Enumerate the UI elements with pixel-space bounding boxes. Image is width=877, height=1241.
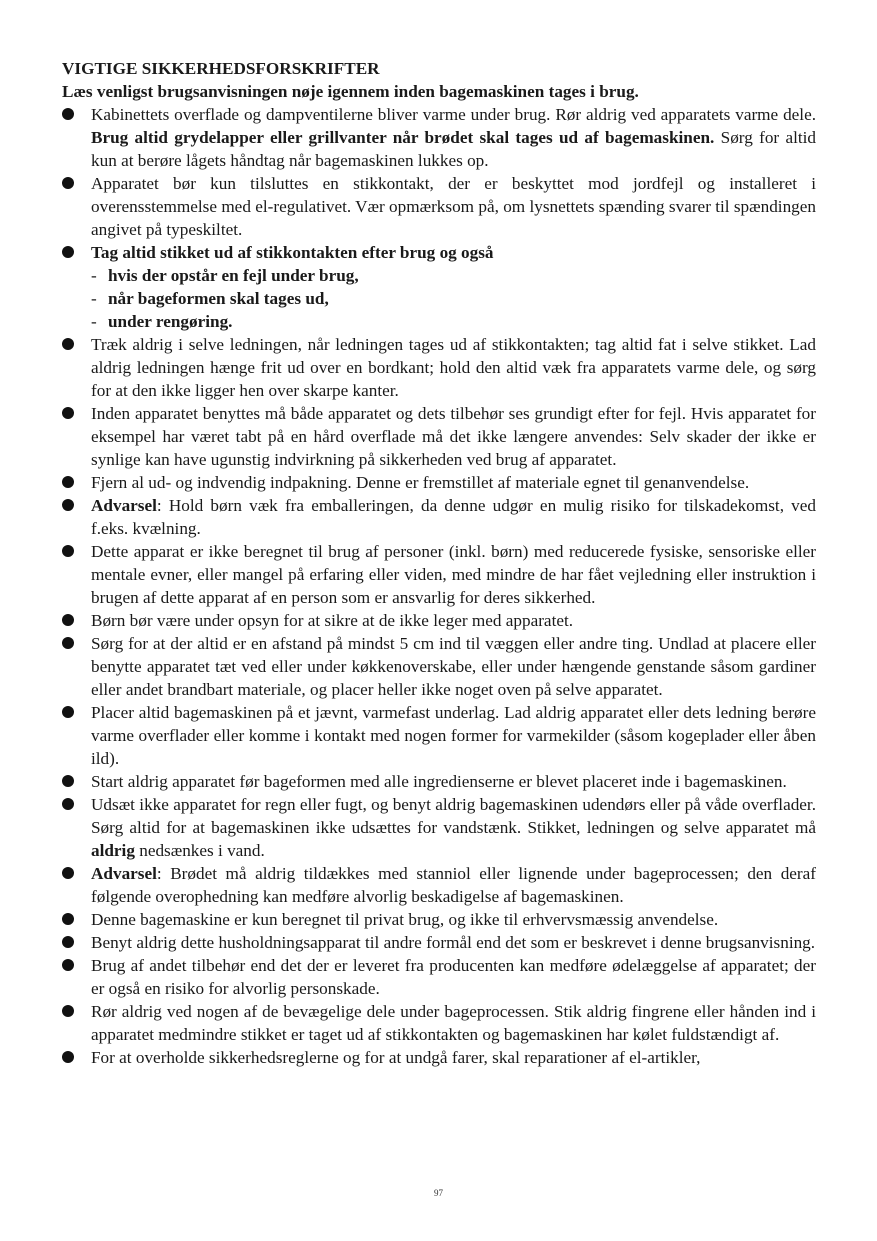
bullet-icon bbox=[62, 545, 74, 557]
list-item bbox=[62, 793, 816, 862]
safety-instruction-list bbox=[62, 103, 816, 1069]
bullet-icon bbox=[62, 499, 74, 511]
sub-item bbox=[91, 310, 816, 333]
item-text: nedsænkes i vand. bbox=[134, 841, 265, 860]
bullet-icon bbox=[62, 706, 74, 718]
list-item bbox=[62, 333, 816, 402]
sub-item-text: hvis der opstår en fejl under brug, bbox=[108, 266, 359, 285]
item-text: Denne bagemaskine er kun beregnet til privat brug, og ikke til erhvervsmæssig anvendelse. bbox=[91, 910, 719, 929]
item-bold-text: Advarsel bbox=[91, 864, 157, 883]
section-title: VIGTIGE SIKKERHEDSFORSKRIFTER bbox=[62, 59, 380, 78]
list-item bbox=[62, 701, 816, 770]
list-item bbox=[62, 241, 816, 333]
list-item bbox=[62, 402, 816, 471]
list-item bbox=[62, 471, 816, 494]
item-text: Fjern al ud- og indvendig indpakning. Denne er fremstillet af materiale egnet til genanvendelse. bbox=[91, 473, 750, 492]
bullet-icon bbox=[62, 177, 74, 189]
intro-text: Læs venligst brugsanvisningen nøje igennem inden bagemaskinen tages i brug. bbox=[62, 82, 639, 101]
list-item bbox=[62, 609, 816, 632]
item-text: Træk aldrig i selve ledningen, når ledningen tages ud af stikkontakten; tag altid fat i selve stikket. Lad aldrig ledningen hænge frit ud over en bordkant; hold den altid væk fra apparatets varme dele, og sørg for at den ikke ligger hen over skarpe kanter. bbox=[91, 335, 816, 400]
bullet-icon bbox=[62, 798, 74, 810]
list-item bbox=[62, 770, 816, 793]
bullet-icon bbox=[62, 913, 74, 925]
item-text: For at overholde sikkerhedsreglerne og for at undgå farer, skal reparationer af el-artikler, bbox=[91, 1048, 701, 1067]
list-item bbox=[62, 632, 816, 701]
bullet-icon bbox=[62, 614, 74, 626]
item-text: Dette apparat er ikke beregnet til brug af personer (inkl. børn) med reducerede fysiske, sensoriske eller mentale evner, eller mangel på erfaring eller viden, med mindre de har fået vejledning eller instruktion i brugen af dette apparat af en person som er ansvarlig for deres sikkerhed. bbox=[91, 542, 816, 607]
list-item bbox=[62, 954, 816, 1000]
list-item bbox=[62, 494, 816, 540]
bullet-icon bbox=[62, 867, 74, 879]
bullet-icon bbox=[62, 246, 74, 258]
dash-marker: - bbox=[91, 289, 97, 308]
list-item bbox=[62, 1000, 816, 1046]
item-text: Rør aldrig ved nogen af de bevægelige dele under bageprocessen. Stik aldrig fingrene eller hånden ind i apparatet medmindre stikket er taget ud af stikkontakten og bagemaskinen har kølet fuldstændigt af. bbox=[91, 1002, 816, 1044]
item-bold-text: Brug altid grydelapper eller grillvanter når brødet skal tages ud af bagemaskinen. bbox=[91, 128, 715, 147]
list-item bbox=[62, 931, 816, 954]
item-bold-text: aldrig bbox=[91, 841, 135, 860]
dash-marker: - bbox=[91, 312, 97, 331]
item-text: Start aldrig apparatet før bageformen med alle ingredienserne er blevet placeret inde i bagemaskinen. bbox=[91, 772, 787, 791]
bullet-icon bbox=[62, 108, 74, 120]
item-text: Inden apparatet benyttes må både apparatet og dets tilbehør ses grundigt efter for fejl. Hvis apparatet for eksempel har været tabt på en hård overflade må det ikke længere anvendes: Selv skader der ikke er synlige kan have ugunstig indvirkning på sikkerheden ved brug af apparatet. bbox=[91, 404, 816, 469]
bullet-icon bbox=[62, 476, 74, 488]
page-number: 97 bbox=[434, 1188, 443, 1198]
item-text: Placer altid bagemaskinen på et jævnt, varmefast underlag. Lad aldrig apparatet eller dets ledning berøre varme overflader eller komme i kontakt med nogen former for varmekilder (såsom kogeplader eller åben ild). bbox=[91, 703, 816, 768]
bullet-icon bbox=[62, 959, 74, 971]
item-text: : Brødet må aldrig tildækkes med stanniol eller lignende under bageprocessen; den deraf følgende overophedning kan medføre alvorlig beskadigelse af bagemaskinen. bbox=[91, 864, 816, 906]
item-text: Kabinettets overflade og dampventilerne bliver varme under brug. Rør aldrig ved apparatets varme dele. bbox=[91, 105, 816, 124]
item-bold-text: Tag altid stikket ud af stikkontakten efter brug og også bbox=[91, 243, 494, 262]
bullet-icon bbox=[62, 1051, 74, 1063]
list-item bbox=[62, 908, 816, 931]
item-text: Udsæt ikke apparatet for regn eller fugt, og benyt aldrig bagemaskinen udendørs eller på våde overflader. Sørg altid for at bagemaskinen ikke udsættes for vandstænk. Stikket, ledningen og selve apparatet må bbox=[91, 795, 816, 837]
list-item bbox=[62, 540, 816, 609]
list-item bbox=[62, 862, 816, 908]
bullet-icon bbox=[62, 637, 74, 649]
item-text: Benyt aldrig dette husholdningsapparat til andre formål end det som er beskrevet i denne brugsanvisning. bbox=[91, 933, 816, 952]
list-item bbox=[62, 1046, 816, 1069]
item-text: Brug af andet tilbehør end det der er leveret fra producenten kan medføre ødelæggelse af apparatet; der er også en risiko for alvorlig personskade. bbox=[91, 956, 816, 998]
sub-item bbox=[91, 287, 816, 310]
list-item bbox=[62, 103, 816, 172]
bullet-icon bbox=[62, 338, 74, 350]
item-text: Sørg for altid kun at berøre lågets håndtag når bagemaskinen lukkes op. bbox=[91, 128, 817, 170]
dash-marker: - bbox=[91, 266, 97, 285]
item-text: Apparatet bør kun tilsluttes en stikkontakt, der er beskyttet mod jordfejl og installeret i overensstemmelse med el-regulativet. Vær opmærksom på, om lysnettets spænding svarer til spændingen angivet på typeskiltet. bbox=[91, 174, 816, 239]
sub-item-text: under rengøring. bbox=[108, 312, 233, 331]
item-text: Børn bør være under opsyn for at sikre at de ikke leger med apparatet. bbox=[91, 611, 574, 630]
bullet-icon bbox=[62, 936, 74, 948]
bullet-icon bbox=[62, 407, 74, 419]
bullet-icon bbox=[62, 1005, 74, 1017]
sub-item bbox=[91, 264, 816, 287]
item-bold-text: Advarsel bbox=[91, 496, 157, 515]
item-text: : Hold børn væk fra emballeringen, da denne udgør en mulig risiko for tilskadekomst, ved f.eks. kvælning. bbox=[91, 496, 816, 538]
item-text: Sørg for at der altid er en afstand på mindst 5 cm ind til væggen eller andre ting. Undlad at placere eller benytte apparatet tæt ved eller under køkkenoverskabe, eller under hængende genstande såsom gardiner eller andet brandbart materiale, og placer heller ikke noget oven på selve apparatet. bbox=[91, 634, 816, 699]
list-item bbox=[62, 172, 816, 241]
document-page bbox=[62, 58, 816, 1069]
sub-item-text: når bageformen skal tages ud, bbox=[108, 289, 329, 308]
bullet-icon bbox=[62, 775, 74, 787]
